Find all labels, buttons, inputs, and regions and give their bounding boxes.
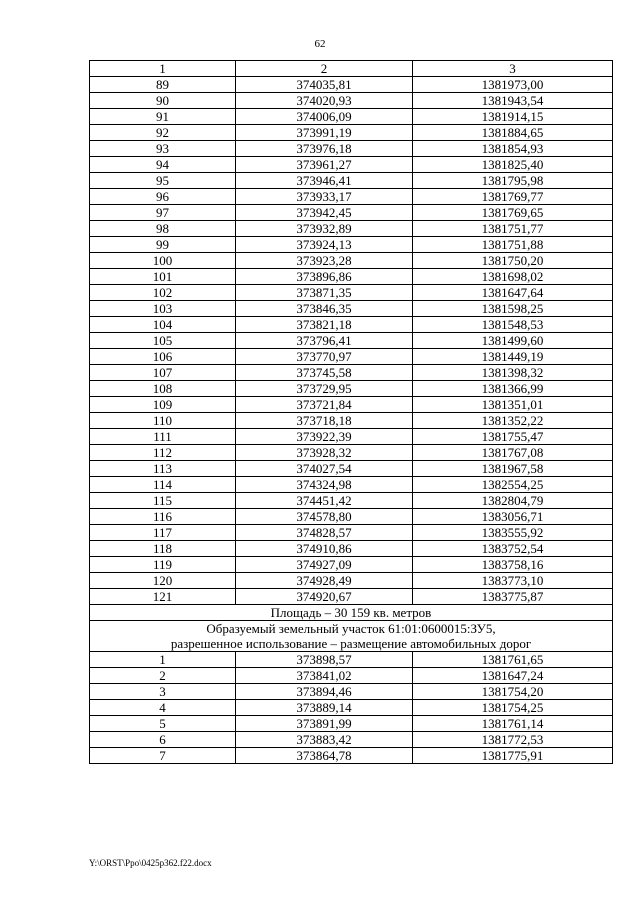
coordinate-y: 1383773,10	[413, 573, 613, 589]
table-row	[90, 285, 613, 301]
page-number: 62	[314, 38, 326, 50]
coordinate-x: 373796,41	[236, 333, 413, 349]
coordinate-x: 374920,67	[236, 589, 413, 605]
table-row	[90, 461, 613, 477]
table-row	[90, 652, 613, 668]
coordinate-y: 1383758,16	[413, 557, 613, 573]
point-number: 113	[90, 461, 236, 477]
table-row	[90, 365, 613, 381]
coordinate-x: 373770,97	[236, 349, 413, 365]
coordinate-x: 374828,57	[236, 525, 413, 541]
coordinate-x: 374927,09	[236, 557, 413, 573]
coordinate-x: 373961,27	[236, 157, 413, 173]
coordinates-table	[89, 60, 613, 764]
table-row	[90, 525, 613, 541]
table-row	[90, 732, 613, 748]
coordinate-x: 373864,78	[236, 748, 413, 764]
coordinate-y: 1381698,02	[413, 269, 613, 285]
point-number: 6	[90, 732, 236, 748]
table-row	[90, 269, 613, 285]
table-row	[90, 349, 613, 365]
coordinate-y: 1381755,47	[413, 429, 613, 445]
coordinate-x: 373894,46	[236, 684, 413, 700]
table-row	[90, 301, 613, 317]
point-number: 95	[90, 173, 236, 189]
point-number: 110	[90, 413, 236, 429]
point-number: 108	[90, 381, 236, 397]
coordinate-y: 1383555,92	[413, 525, 613, 541]
point-number: 94	[90, 157, 236, 173]
point-number: 2	[90, 668, 236, 684]
coordinate-y: 1381754,25	[413, 700, 613, 716]
table-row	[90, 748, 613, 764]
coordinate-y: 1381398,32	[413, 365, 613, 381]
table-row	[90, 445, 613, 461]
coordinate-x: 373933,17	[236, 189, 413, 205]
coordinate-y: 1383752,54	[413, 541, 613, 557]
point-number: 109	[90, 397, 236, 413]
coordinate-x: 373942,45	[236, 205, 413, 221]
point-number: 100	[90, 253, 236, 269]
table-row	[90, 221, 613, 237]
coordinate-y: 1381914,15	[413, 109, 613, 125]
point-number: 105	[90, 333, 236, 349]
coordinate-x: 373976,18	[236, 141, 413, 157]
coordinate-x: 373932,89	[236, 221, 413, 237]
header-col-2: 2	[236, 61, 413, 77]
coordinate-x: 373883,42	[236, 732, 413, 748]
point-number: 104	[90, 317, 236, 333]
table-row	[90, 397, 613, 413]
point-number: 115	[90, 493, 236, 509]
table-row	[90, 557, 613, 573]
table-row	[90, 668, 613, 684]
coordinate-y: 1383775,87	[413, 589, 613, 605]
point-number: 119	[90, 557, 236, 573]
coordinate-x: 374578,80	[236, 509, 413, 525]
coordinate-y: 1381775,91	[413, 748, 613, 764]
footer-file-path: Y:\ORST\Ppo\0425p362.f22.docx	[89, 858, 212, 868]
table-row	[90, 589, 613, 605]
coordinate-x: 374006,09	[236, 109, 413, 125]
coordinate-x: 373729,95	[236, 381, 413, 397]
point-number: 93	[90, 141, 236, 157]
table-row	[90, 716, 613, 732]
table-row	[90, 141, 613, 157]
point-number: 106	[90, 349, 236, 365]
coordinate-x: 374451,42	[236, 493, 413, 509]
coordinate-x: 374020,93	[236, 93, 413, 109]
header-col-3: 3	[413, 61, 613, 77]
coordinate-y: 1381351,01	[413, 397, 613, 413]
point-number: 118	[90, 541, 236, 557]
coordinate-x: 373922,39	[236, 429, 413, 445]
coordinate-y: 1381449,19	[413, 349, 613, 365]
coordinate-x: 374910,86	[236, 541, 413, 557]
table-row	[90, 317, 613, 333]
coordinate-x: 373896,86	[236, 269, 413, 285]
point-number: 117	[90, 525, 236, 541]
point-number: 116	[90, 509, 236, 525]
coordinate-x: 373924,13	[236, 237, 413, 253]
section-heading-row-2	[90, 636, 613, 652]
point-number: 96	[90, 189, 236, 205]
coordinate-y: 1381772,53	[413, 732, 613, 748]
table-row	[90, 109, 613, 125]
coordinate-y: 1381598,25	[413, 301, 613, 317]
point-number: 103	[90, 301, 236, 317]
coordinate-x: 373745,58	[236, 365, 413, 381]
table-row	[90, 509, 613, 525]
area-row	[90, 605, 613, 621]
table-row	[90, 173, 613, 189]
table-row	[90, 541, 613, 557]
table-row	[90, 77, 613, 93]
point-number: 99	[90, 237, 236, 253]
coordinate-y: 1381943,54	[413, 93, 613, 109]
coordinate-x: 374928,49	[236, 573, 413, 589]
coordinate-y: 1381761,65	[413, 652, 613, 668]
coordinate-x: 373923,28	[236, 253, 413, 269]
coordinate-x: 374324,98	[236, 477, 413, 493]
table-row	[90, 493, 613, 509]
coordinate-x: 373889,14	[236, 700, 413, 716]
main-rows	[90, 77, 613, 605]
point-number: 1	[90, 652, 236, 668]
table-row	[90, 253, 613, 269]
point-number: 114	[90, 477, 236, 493]
point-number: 5	[90, 716, 236, 732]
point-number: 111	[90, 429, 236, 445]
point-number: 101	[90, 269, 236, 285]
coordinate-y: 1382804,79	[413, 493, 613, 509]
table-row	[90, 700, 613, 716]
coordinate-y: 1381761,14	[413, 716, 613, 732]
coordinate-x: 373991,19	[236, 125, 413, 141]
coordinate-y: 1381769,65	[413, 205, 613, 221]
table-row	[90, 157, 613, 173]
table-row	[90, 477, 613, 493]
point-number: 90	[90, 93, 236, 109]
coordinate-y: 1383056,71	[413, 509, 613, 525]
coordinate-y: 1381750,20	[413, 253, 613, 269]
coordinate-x: 373928,32	[236, 445, 413, 461]
table-header-row	[90, 61, 613, 77]
point-number: 4	[90, 700, 236, 716]
section-heading-row-1	[90, 621, 613, 637]
table-row	[90, 237, 613, 253]
point-number: 89	[90, 77, 236, 93]
table-row	[90, 573, 613, 589]
coordinate-y: 1381825,40	[413, 157, 613, 173]
coordinate-x: 373898,57	[236, 652, 413, 668]
table-row	[90, 333, 613, 349]
point-number: 92	[90, 125, 236, 141]
point-number: 102	[90, 285, 236, 301]
coordinate-x: 373891,99	[236, 716, 413, 732]
point-number: 98	[90, 221, 236, 237]
point-number: 3	[90, 684, 236, 700]
section-heading-line-2: разрешенное использование – размещение автомобильных дорог	[90, 636, 613, 652]
point-number: 97	[90, 205, 236, 221]
coordinate-x: 373841,02	[236, 668, 413, 684]
coordinate-y: 1382554,25	[413, 477, 613, 493]
table-row	[90, 429, 613, 445]
coordinate-y: 1381767,08	[413, 445, 613, 461]
table-row	[90, 93, 613, 109]
coordinate-y: 1381967,58	[413, 461, 613, 477]
coordinate-y: 1381754,20	[413, 684, 613, 700]
coordinate-y: 1381973,00	[413, 77, 613, 93]
coordinate-x: 374035,81	[236, 77, 413, 93]
coordinate-y: 1381854,93	[413, 141, 613, 157]
coordinate-y: 1381751,88	[413, 237, 613, 253]
coordinate-y: 1381647,64	[413, 285, 613, 301]
coordinate-y: 1381366,99	[413, 381, 613, 397]
point-number: 121	[90, 589, 236, 605]
table-row	[90, 125, 613, 141]
point-number: 112	[90, 445, 236, 461]
coordinate-x: 374027,54	[236, 461, 413, 477]
coordinate-y: 1381769,77	[413, 189, 613, 205]
coordinate-x: 373718,18	[236, 413, 413, 429]
table-row	[90, 413, 613, 429]
point-number: 120	[90, 573, 236, 589]
coordinate-y: 1381884,65	[413, 125, 613, 141]
table-row	[90, 205, 613, 221]
coordinate-x: 373821,18	[236, 317, 413, 333]
table-row	[90, 381, 613, 397]
coordinate-y: 1381647,24	[413, 668, 613, 684]
header-col-1: 1	[90, 61, 236, 77]
coordinate-x: 373871,35	[236, 285, 413, 301]
coordinate-x: 373721,84	[236, 397, 413, 413]
second-rows	[90, 652, 613, 764]
coordinate-y: 1381499,60	[413, 333, 613, 349]
coordinate-y: 1381751,77	[413, 221, 613, 237]
section-heading-line-1: Образуемый земельный участок 61:01:0600015:ЗУ5,	[90, 621, 613, 637]
coordinate-x: 373946,41	[236, 173, 413, 189]
point-number: 107	[90, 365, 236, 381]
table-row	[90, 189, 613, 205]
point-number: 7	[90, 748, 236, 764]
coordinate-y: 1381795,98	[413, 173, 613, 189]
coordinate-y: 1381352,22	[413, 413, 613, 429]
point-number: 91	[90, 109, 236, 125]
coordinate-x: 373846,35	[236, 301, 413, 317]
table-row	[90, 684, 613, 700]
coordinate-y: 1381548,53	[413, 317, 613, 333]
area-text: Площадь – 30 159 кв. метров	[90, 605, 613, 621]
